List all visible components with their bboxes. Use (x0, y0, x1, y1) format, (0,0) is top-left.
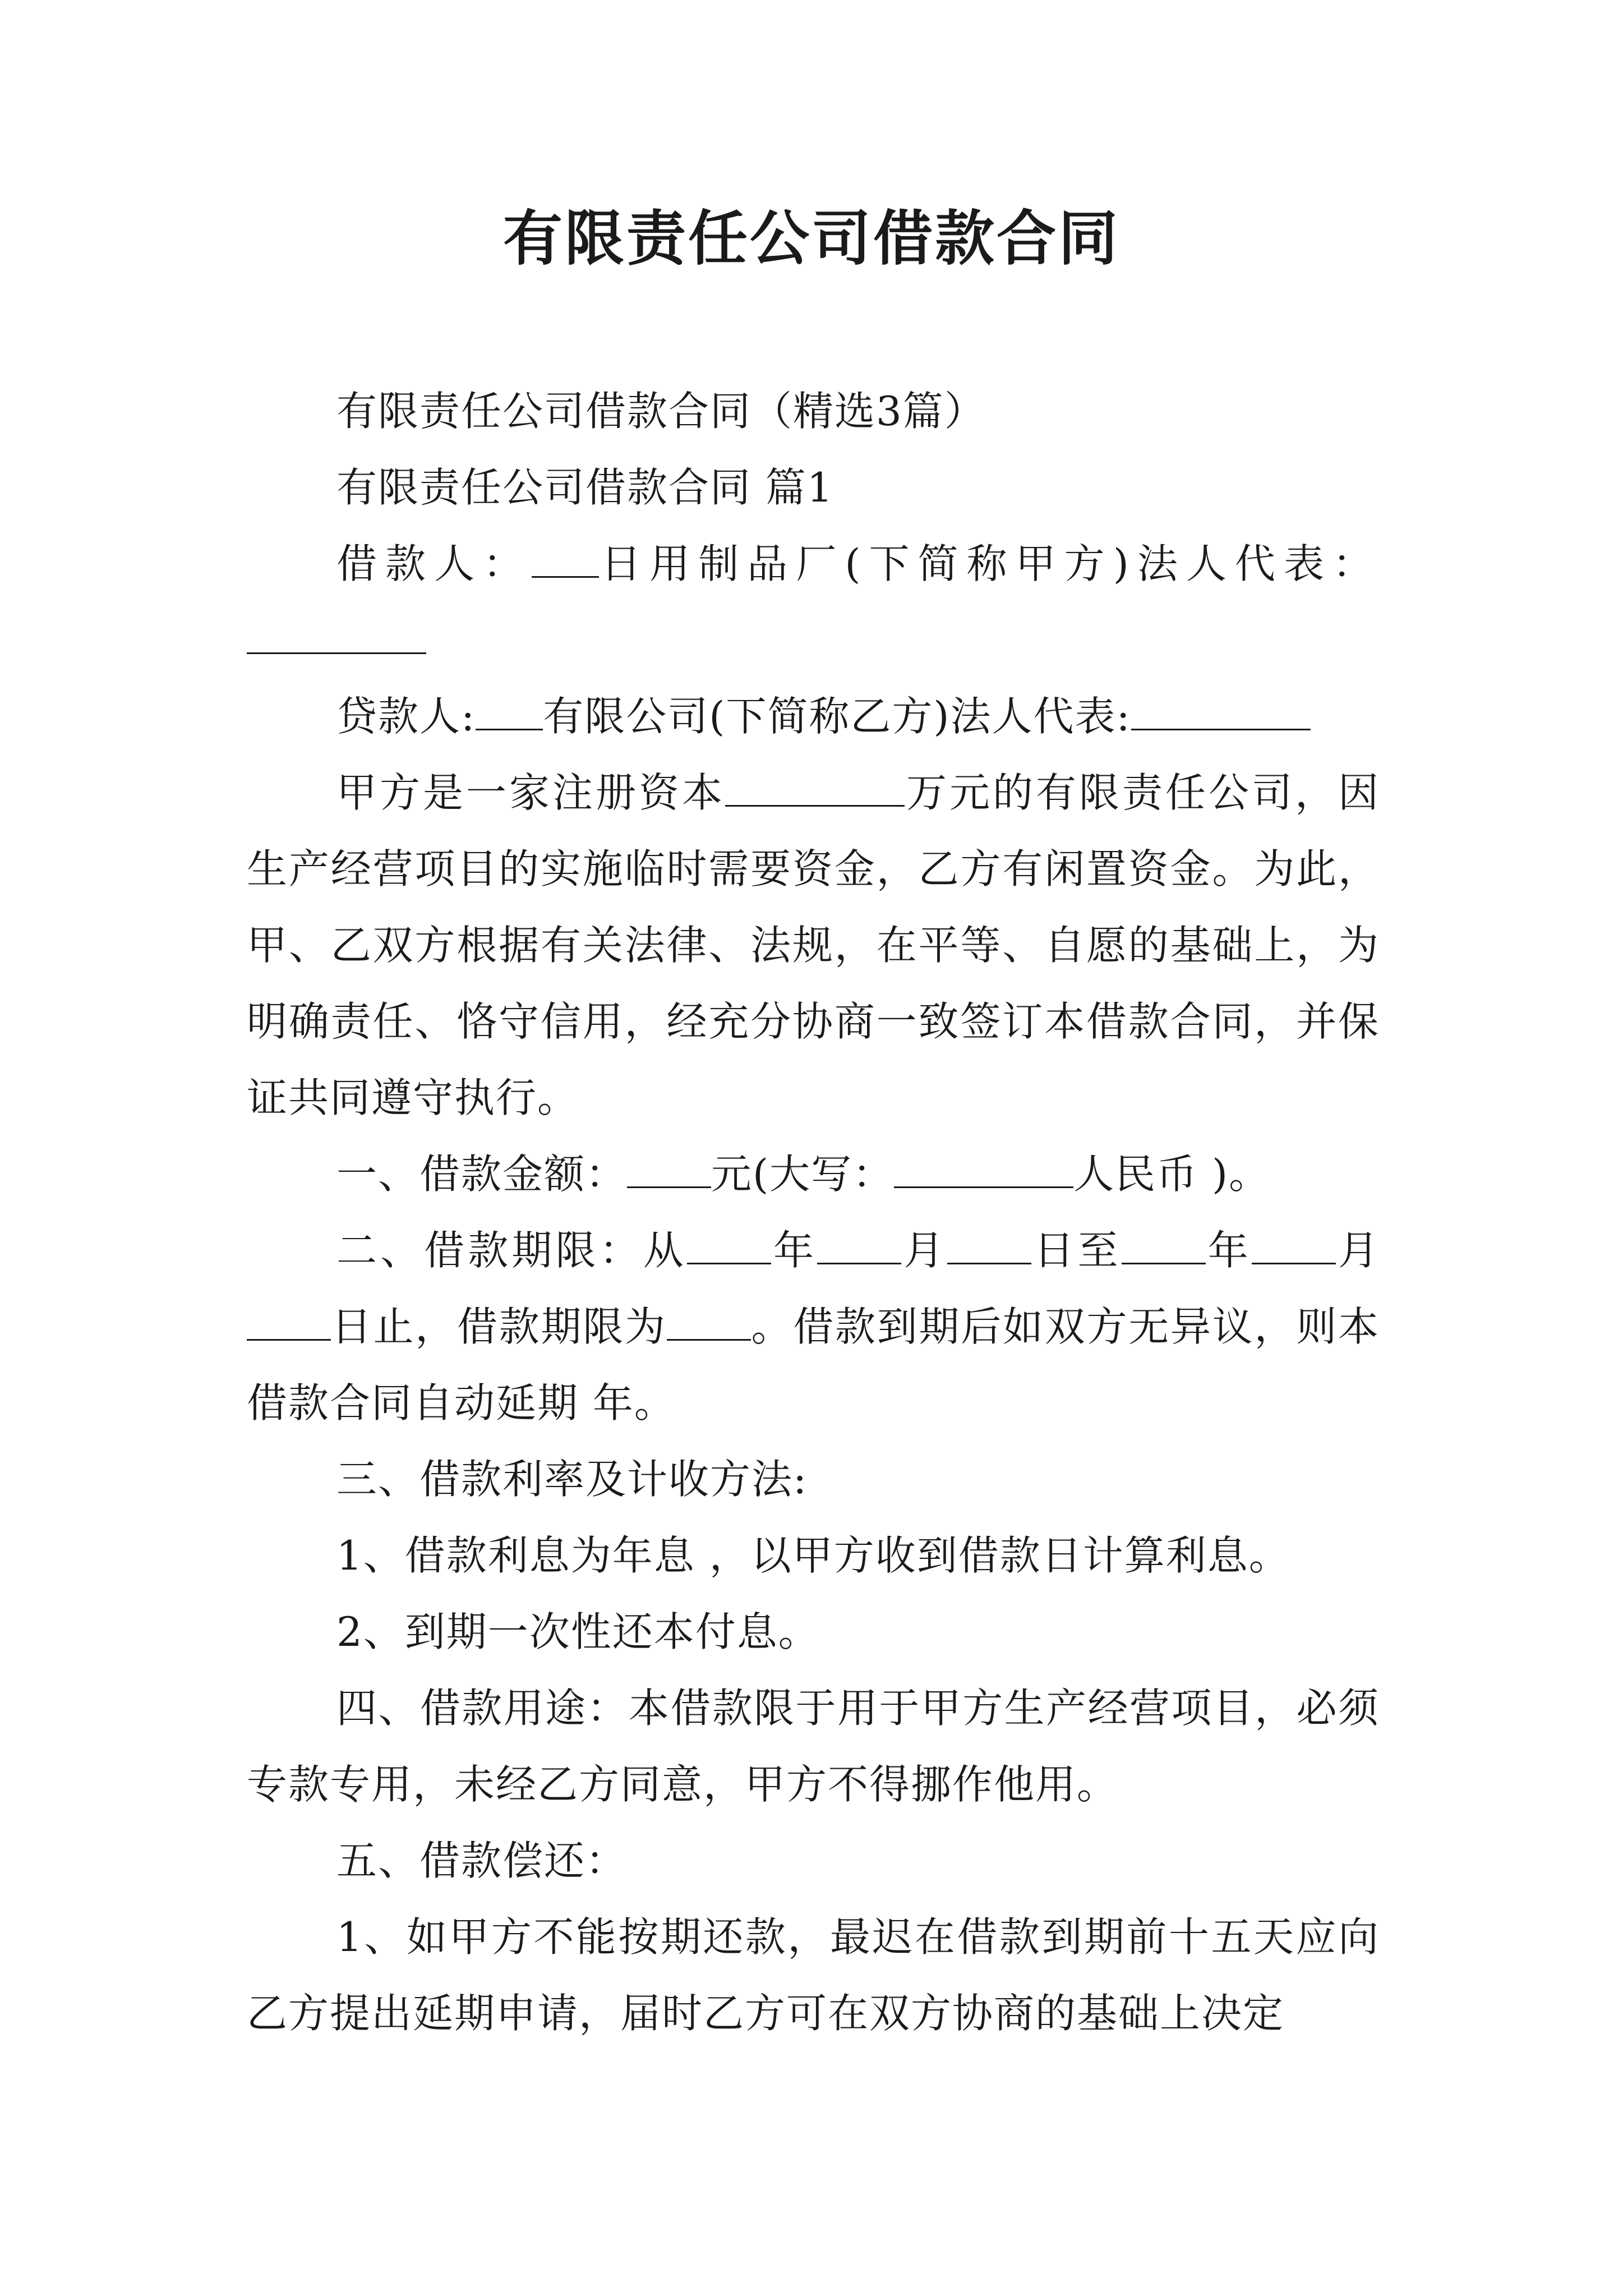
subtitle: 有限责任公司借款合同（精选3篇） (336, 388, 986, 435)
blank-field (894, 1153, 1073, 1188)
blank-field (476, 695, 543, 730)
clause-2-label: 二、借款期限：从 (336, 1227, 687, 1274)
clause-2-day: 日至 (1031, 1227, 1122, 1274)
borrower-label: 借款人： (336, 540, 532, 587)
blank-field (247, 619, 426, 654)
blank-field (725, 771, 905, 807)
blank-field (1252, 1229, 1336, 1264)
blank-field (627, 1153, 711, 1188)
clause-3: 三、借款利率及计收方法: (336, 1456, 808, 1503)
intro-paragraph (247, 754, 1380, 1136)
clause-1-end: 人民币 )。 (1073, 1151, 1271, 1198)
lender-line (247, 678, 1380, 754)
document-title: 有限责任公司借款合同 (503, 203, 1120, 273)
blank-field (1131, 695, 1311, 730)
clause-4: 四、借款用途：本借款限于用于甲方生产经营项目，必须专款专用，未经乙方同意，甲方不得挪作他用。 (247, 1685, 1380, 1808)
borrower-text: 日用制品厂(下简称甲方)法人代表： (599, 540, 1380, 587)
lender-text: 有限公司(下简称乙方)法人代表: (543, 693, 1131, 740)
clause-2-text: 日止，借款期限为 (331, 1303, 667, 1350)
blank-field (247, 1305, 331, 1341)
clause-2-month: 月 (901, 1227, 948, 1274)
blank-field (667, 1305, 751, 1341)
clause-5: 五、借款偿还： (336, 1837, 628, 1884)
clause-5-1: 1、如甲方不能按期还款，最迟在借款到期前十五天应向乙方提出延期申请，届时乙方可在双方协商的基础上决定 (247, 1913, 1380, 2037)
clause-2-year2: 年 (1205, 1227, 1252, 1274)
blank-field (532, 542, 599, 578)
lender-label: 贷款人: (336, 693, 476, 740)
blank-field (687, 1229, 771, 1264)
clause-1-text: 元(大写： (711, 1151, 895, 1198)
clause-2-year: 年 (771, 1227, 818, 1274)
clause-2-end: 。借款到期后如双方无异议，则本借款合同自动延期 年。 (247, 1303, 1380, 1427)
blank-field (817, 1229, 901, 1264)
blank-field (947, 1229, 1031, 1264)
clause-1 (247, 1136, 1380, 1212)
clause-3-2: 2、到期一次性还本付息。 (336, 1608, 820, 1655)
clause-1-label: 一、借款金额： (336, 1151, 628, 1198)
document-body (247, 373, 1380, 2051)
borrower-line (247, 526, 1380, 678)
blank-field (1122, 1229, 1206, 1264)
intro-part2: 万元的有限责任公司，因生产经营项目的实施临时需要资金，乙方有闲置资金。为此，甲、乙双方根据有关法律、法规，在平等、自愿的基础上，为明确责任、恪守信用，经充分协商一致签订本借款合同，并保证共同遵守执行。 (247, 769, 1380, 1121)
clause-3-1: 1、借款利息为年息 ，以甲方收到借款日计算利息。 (336, 1532, 1290, 1579)
clause-2 (247, 1212, 1380, 1441)
intro-part1: 甲方是一家注册资本 (336, 769, 725, 816)
section-heading: 有限责任公司借款合同 篇1 (336, 464, 834, 511)
clause-2-month2: 月 (1335, 1227, 1380, 1274)
